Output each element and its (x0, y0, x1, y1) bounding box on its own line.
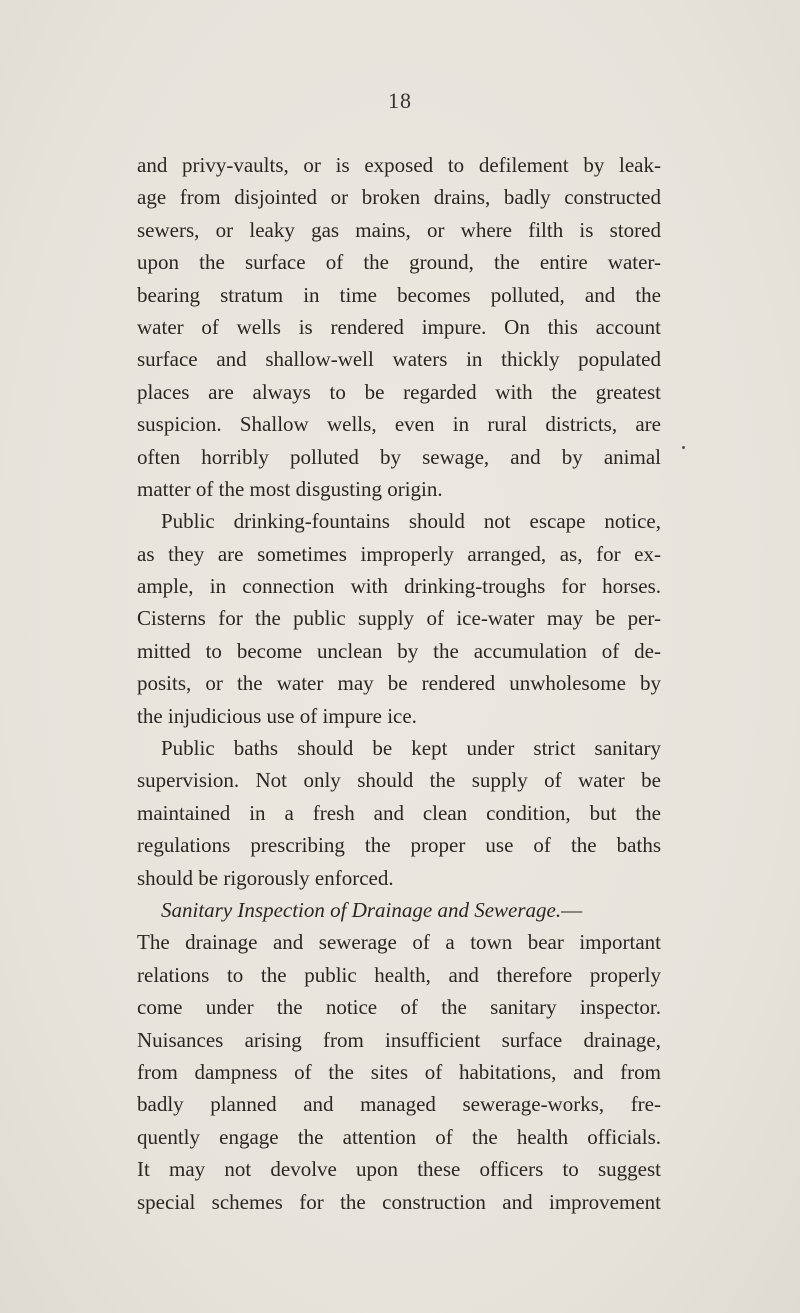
text-line: quently engage the attention of the health officials. (137, 1124, 661, 1149)
text-line: sewers, or leaky gas mains, or where filth is stored (137, 217, 661, 242)
text-line: matter of the most disgusting origin. (137, 476, 443, 501)
text-line: ample, in connection with drinking-troughs for horses. (137, 574, 661, 599)
text-line: The drainage and sewerage of a town bear important (137, 930, 661, 955)
body-text (137, 149, 661, 1218)
heading-dash: — (561, 897, 583, 922)
text-line: regulations prescribing the proper use of the baths (137, 833, 661, 858)
text-line: Public drinking-fountains should not escape notice, (161, 509, 661, 534)
text-line: age from disjointed or broken drains, badly constructed (137, 185, 661, 210)
text-line: relations to the public health, and therefore properly (137, 962, 661, 987)
text-line: mitted to become unclean by the accumulation of de- (137, 638, 661, 663)
text-line: Public baths should be kept under strict sanitary (161, 736, 661, 761)
text-line: badly planned and managed sewerage-works, fre- (137, 1092, 661, 1117)
text-line: from dampness of the sites of habitations, and from (137, 1059, 661, 1084)
text-line: bearing stratum in time becomes polluted, and the (137, 282, 661, 307)
text-line: come under the notice of the sanitary inspector. (137, 995, 661, 1020)
text-line: Nuisances arising from insufficient surface drainage, (137, 1027, 661, 1052)
text-line: It may not devolve upon these officers to suggest (137, 1157, 661, 1182)
text-line: and privy-vaults, or is exposed to defilement by leak- (137, 153, 661, 177)
text-line: upon the surface of the ground, the entire water- (137, 250, 661, 275)
text-line: often horribly polluted by sewage, and by animal (137, 444, 661, 469)
text-line: supervision. Not only should the supply of water be (137, 768, 661, 793)
page-number: 18 (388, 88, 412, 113)
text-line: suspicion. Shallow wells, even in rural districts, are (137, 412, 661, 437)
text-line: the injudicious use of impure ice. (137, 703, 417, 728)
margin-speck (682, 446, 685, 449)
text-line: Cisterns for the public supply of ice-water may be per- (137, 606, 661, 631)
text-line: maintained in a fresh and clean condition, but the (137, 800, 661, 825)
section-heading: Sanitary Inspection of Drainage and Sewerage. (161, 897, 562, 922)
text-line: posits, or the water may be rendered unwholesome by (137, 671, 661, 696)
text-line: places are always to be regarded with the greatest (137, 379, 661, 404)
text-line: as they are sometimes improperly arranged, as, for ex- (137, 541, 661, 566)
text-line: should be rigorously enforced. (137, 865, 394, 890)
section-heading-line (137, 894, 661, 926)
text-line: surface and shallow-well waters in thickly populated (137, 347, 661, 372)
text-line: water of wells is rendered impure. On this account (137, 314, 661, 339)
text-line: special schemes for the construction and improvement (137, 1189, 661, 1214)
